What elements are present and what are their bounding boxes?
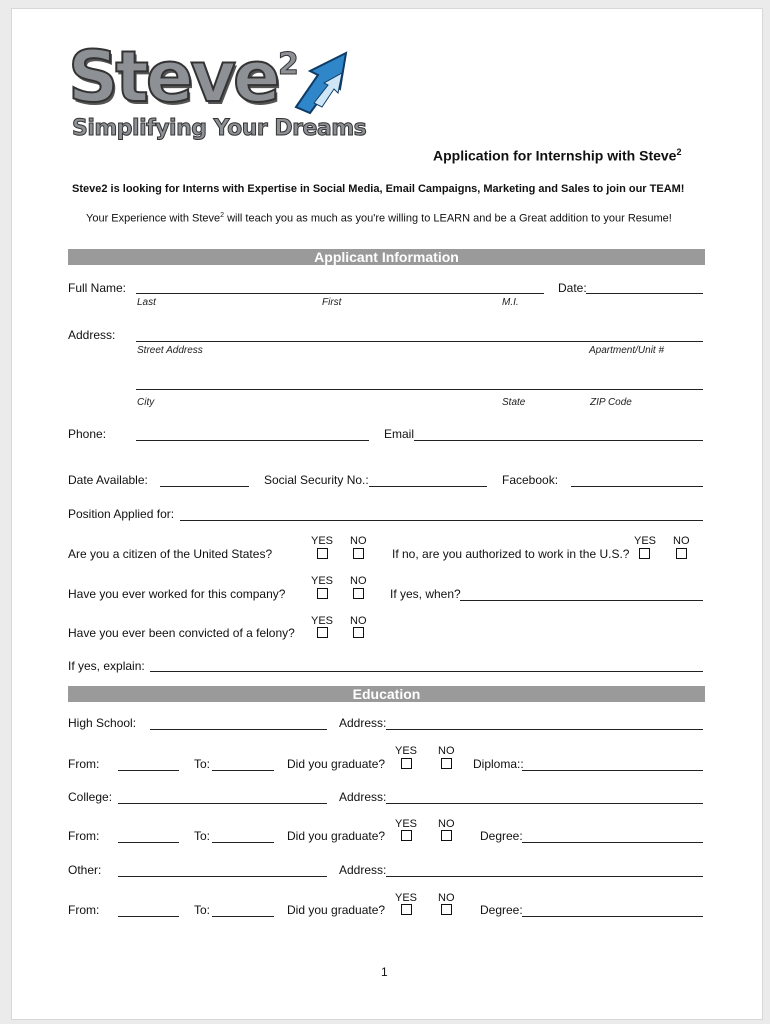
- other-graduate-yes-caption: YES: [395, 892, 418, 904]
- hs-to-label: To:: [194, 757, 211, 771]
- explain-field[interactable]: [150, 671, 703, 672]
- logo-superscript: 2: [278, 47, 299, 82]
- position-field[interactable]: [180, 520, 703, 521]
- street-address-caption: Street Address: [137, 345, 203, 356]
- hs-graduate-yes-checkbox[interactable]: [401, 758, 412, 769]
- email-label: Email: [384, 427, 415, 441]
- felony-yes-caption: YES: [311, 615, 334, 627]
- position-label: Position Applied for:: [68, 507, 175, 521]
- college-graduate-yes-checkbox[interactable]: [401, 830, 412, 841]
- other-graduate-question: Did you graduate?: [287, 903, 386, 917]
- diploma-label: Diploma::: [473, 757, 524, 771]
- other-degree-label: Degree:: [480, 903, 523, 917]
- other-graduate-no-caption: NO: [438, 892, 455, 904]
- other-address-label: Address:: [339, 863, 387, 877]
- felony-no-caption: NO: [350, 615, 367, 627]
- intro-line-1: Steve2 is looking for Interns with Expertise in Social Media, Email Campaigns, Marketing and Sales to join our TEAM!: [72, 183, 685, 195]
- other-from-field[interactable]: [118, 916, 179, 917]
- hs-graduate-yes-caption: YES: [395, 745, 418, 757]
- page-number: 1: [381, 965, 388, 979]
- apartment-caption: Apartment/Unit #: [589, 345, 665, 356]
- date-label: Date:: [558, 281, 587, 295]
- middle-initial-caption: M.I.: [502, 297, 519, 308]
- address-label: Address:: [68, 328, 116, 342]
- hs-graduate-question: Did you graduate?: [287, 757, 386, 771]
- hs-from-label: From:: [68, 757, 100, 771]
- college-graduate-no-caption: NO: [438, 818, 455, 830]
- citizen-no-checkbox[interactable]: [353, 548, 364, 559]
- citizen-yes-checkbox[interactable]: [317, 548, 328, 559]
- worked-question: Have you ever worked for this company?: [68, 587, 286, 601]
- ssn-field[interactable]: [369, 486, 487, 487]
- intro-line-2: Your Experience with Steve$^2$ will teach you as much as you're willing to LEARN and be a Great addition to your Resume!: [86, 212, 672, 225]
- full-name-field[interactable]: [136, 293, 544, 294]
- citizen-yes-caption: YES: [311, 535, 334, 547]
- college-degree-field[interactable]: [522, 842, 703, 843]
- other-degree-field[interactable]: [522, 916, 703, 917]
- worked-when-label: If yes, when?: [390, 587, 461, 601]
- felony-question: Have you ever been convicted of a felony?: [68, 626, 295, 640]
- facebook-label: Facebook:: [502, 473, 559, 487]
- authorized-yes-caption: YES: [634, 535, 657, 547]
- section-applicant-information: Applicant Information: [68, 249, 705, 265]
- hs-graduate-no-caption: NO: [438, 745, 455, 757]
- college-address-field[interactable]: [386, 803, 703, 804]
- first-name-caption: First: [322, 297, 342, 308]
- college-graduate-question: Did you graduate?: [287, 829, 386, 843]
- other-graduate-no-checkbox[interactable]: [441, 904, 452, 915]
- worked-no-checkbox[interactable]: [353, 588, 364, 599]
- logo-wordmark: Steve: [68, 36, 278, 118]
- worked-yes-checkbox[interactable]: [317, 588, 328, 599]
- other-field[interactable]: [118, 876, 327, 877]
- logo-tagline: Simplifying Your Dreams: [72, 116, 367, 141]
- hs-to-field[interactable]: [212, 770, 274, 771]
- college-degree-label: Degree:: [480, 829, 523, 843]
- college-graduate-no-checkbox[interactable]: [441, 830, 452, 841]
- felony-no-checkbox[interactable]: [353, 627, 364, 638]
- date-available-label: Date Available:: [68, 473, 148, 487]
- email-field[interactable]: [414, 440, 703, 441]
- city-caption: City: [137, 397, 155, 408]
- form-page: [11, 8, 763, 1020]
- other-from-label: From:: [68, 903, 100, 917]
- college-to-field[interactable]: [212, 842, 274, 843]
- college-address-label: Address:: [339, 790, 387, 804]
- phone-field[interactable]: [136, 440, 369, 441]
- college-label: College:: [68, 790, 113, 804]
- worked-when-field[interactable]: [460, 600, 703, 601]
- state-caption: State: [502, 397, 526, 408]
- other-to-label: To:: [194, 903, 211, 917]
- college-graduate-yes-caption: YES: [395, 818, 418, 830]
- college-from-label: From:: [68, 829, 100, 843]
- phone-label: Phone:: [68, 427, 107, 441]
- other-to-field[interactable]: [212, 916, 274, 917]
- zip-caption: ZIP Code: [590, 397, 632, 408]
- college-to-label: To:: [194, 829, 211, 843]
- authorized-question: If no, are you authorized to work in the U.S.?: [392, 547, 630, 561]
- city-state-zip-field[interactable]: [136, 389, 703, 390]
- street-address-field[interactable]: [136, 341, 703, 342]
- full-name-label[interactable]: Full Name:: [68, 281, 127, 295]
- other-label: Other:: [68, 863, 102, 877]
- high-school-field[interactable]: [150, 729, 327, 730]
- date-available-field[interactable]: [160, 486, 249, 487]
- high-school-address-label: Address:: [339, 716, 387, 730]
- section-education: Education: [68, 686, 705, 702]
- explain-label: If yes, explain:: [68, 659, 145, 673]
- other-graduate-yes-checkbox[interactable]: [401, 904, 412, 915]
- other-address-field[interactable]: [386, 876, 703, 877]
- authorized-no-checkbox[interactable]: [676, 548, 687, 559]
- facebook-field[interactable]: [571, 486, 703, 487]
- last-name-caption: Last: [137, 297, 156, 308]
- high-school-label: High School:: [68, 716, 137, 730]
- hs-graduate-no-checkbox[interactable]: [441, 758, 452, 769]
- logo-arrow-icon: [288, 45, 368, 117]
- date-field[interactable]: [586, 293, 703, 294]
- college-from-field[interactable]: [118, 842, 179, 843]
- worked-yes-caption: YES: [311, 575, 334, 587]
- citizen-no-caption: NO: [350, 535, 367, 547]
- hs-from-field[interactable]: [118, 770, 179, 771]
- authorized-yes-checkbox[interactable]: [639, 548, 650, 559]
- citizen-question: Are you a citizen of the United States?: [68, 547, 273, 561]
- form-title: Application for Internship with Steve$^2$: [433, 147, 682, 164]
- authorized-no-caption: NO: [673, 535, 690, 547]
- diploma-field[interactable]: [522, 770, 703, 771]
- high-school-address-field[interactable]: [386, 729, 703, 730]
- college-field[interactable]: [118, 803, 327, 804]
- worked-no-caption: NO: [350, 575, 367, 587]
- felony-yes-checkbox[interactable]: [317, 627, 328, 638]
- ssn-label: Social Security No.:: [264, 473, 369, 487]
